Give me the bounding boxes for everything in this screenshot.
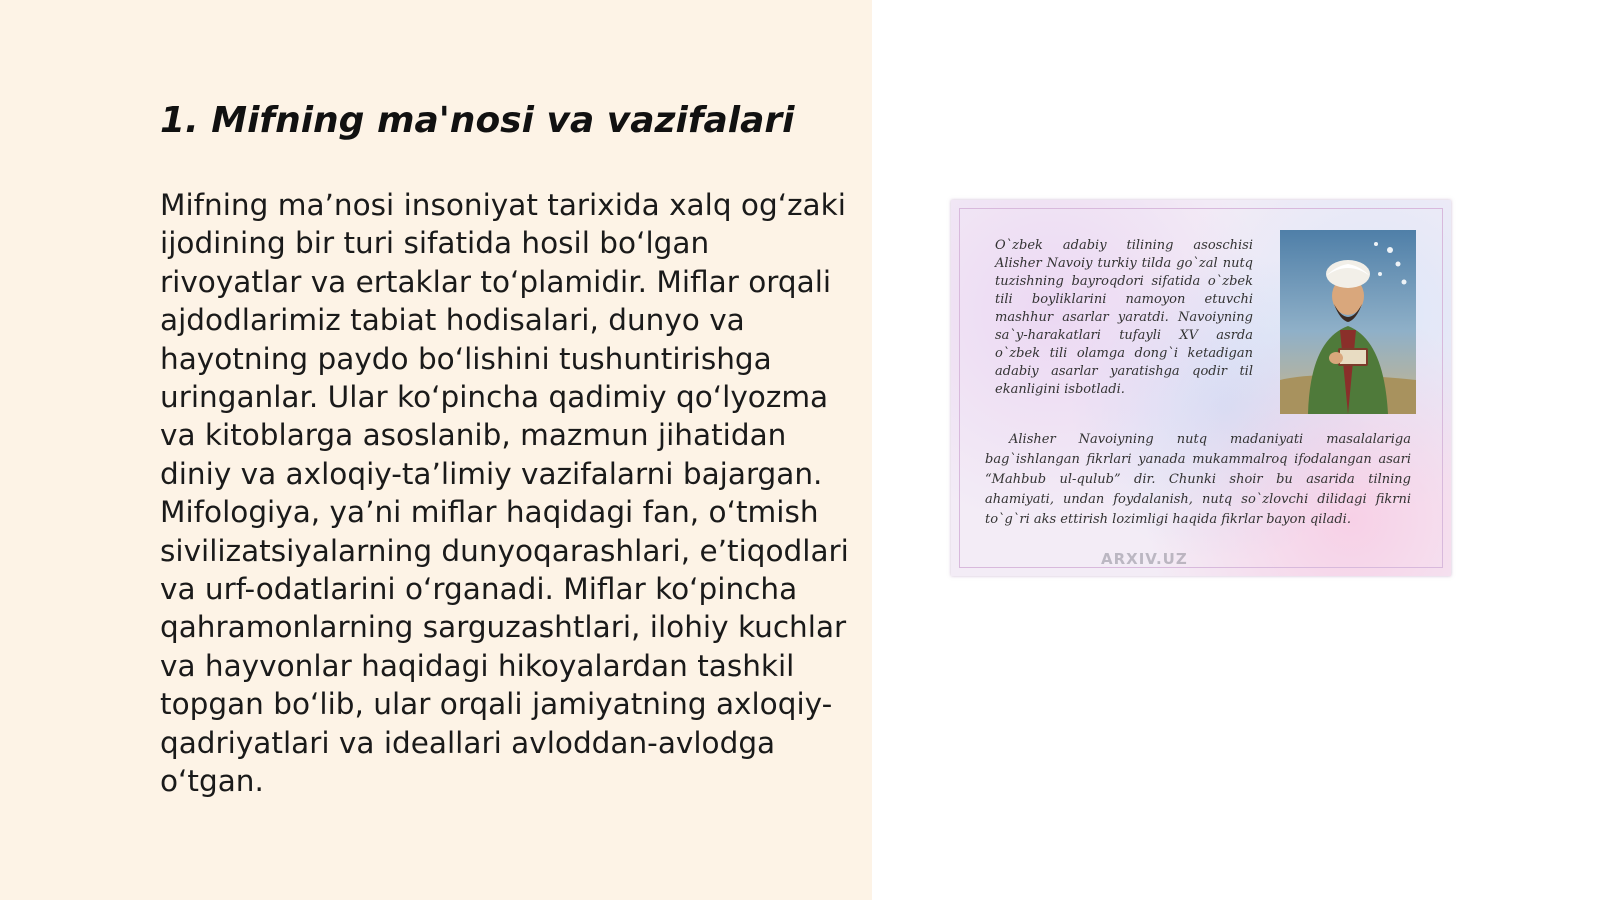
image-paragraph-2: Alisher Navoiyning nutq madaniyati masalalariga bag`ishlangan fikrlari yanada mukammalroq ifodalangan asari “Mahbub ul-qulub” dir. Chunki shoir bu asarida tilning ahamiyati, undan foydalanish, nutq so`zlovchi dilidagi fikrni to`g`ri aks ettirish lozimligi haqida fikrlar bayon qiladi. bbox=[985, 432, 1411, 527]
textbook-image bbox=[951, 200, 1451, 576]
portrait-icon bbox=[1280, 230, 1416, 414]
slide-body-text: Mifning ma’nosi insoniyat tarixida xalq og‘zaki ijodining bir turi sifatida hosil bo‘lgan rivoyatlar va ertaklar to‘plamidir. Miflar orqali ajdodlarimiz tabiat hodisalari, dunyo va hayotning paydo bo‘lishini tushuntirishga uringanlar. Ular ko‘pincha qadimiy qo‘lyozma va kitoblarga asoslanib, mazmun jihatidan diniy va axloqiy-ta’limiy vazifalarni bajargan. Mifologiya, ya’ni miflar haqidagi fan, o‘tmish sivilizatsiyalarning dunyoqarashlari, e’tiqodlari va urf-odatlarini o‘rganadi. Miflar ko‘pincha qahramonlarning sarguzashtlari, ilohiy kuchlar va hayvonlar haqidagi hikoyalardan tashkil topgan bo‘lib, ular orqali jamiyatning axloqiy-qadriyatlari va ideallari avloddan-avlodga o‘tgan. bbox=[160, 188, 849, 799]
slide-title: 1. Mifning ma'nosi va vazifalari bbox=[160, 100, 795, 141]
watermark-text: ARXIV.UZ bbox=[1101, 550, 1188, 568]
image-paragraph-1: O`zbek adabiy tilining asoschisi Alisher Navoiy turkiy tilda go`zal nutq tuzishning bayroqdori sifatida o`zbek tili boyliklarini namoyon etuvchi mashhur asarlar yaratdi. Navoiyning sa`y-harakatlari tufayli XV asrda o`zbek tili olamga dong`i ketadigan adabiy asarlar yaratishga qodir til ekanligini isbotladi. bbox=[995, 238, 1253, 397]
